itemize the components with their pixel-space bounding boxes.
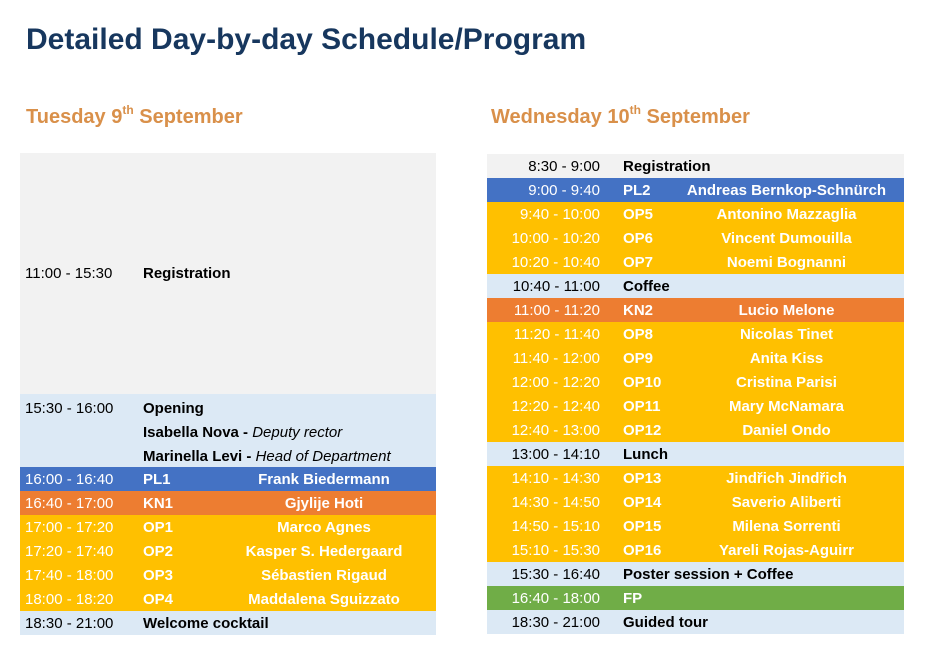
table-row (487, 466, 904, 490)
table-row (20, 611, 436, 635)
row-speaker: Marco Agnes (277, 518, 371, 536)
table-row (487, 562, 904, 586)
row-time: 9:40 - 10:00 (519, 205, 600, 223)
wednesday-heading (491, 103, 750, 131)
tuesday-heading-suffix: th (122, 103, 134, 118)
table-row (487, 538, 904, 562)
table-row (20, 394, 436, 467)
table-row (20, 587, 436, 611)
tuesday-schedule-table (20, 153, 436, 635)
row-label: Registration (143, 265, 231, 282)
row-speaker: Frank Biedermann (258, 470, 390, 488)
row-session-code: OP5 (623, 205, 654, 223)
row-speaker: Vincent Dumouilla (721, 229, 852, 247)
table-row (487, 490, 904, 514)
table-row (20, 563, 436, 587)
row-session-code: OP10 (623, 373, 662, 391)
row-time: 18:30 - 21:00 (25, 614, 114, 632)
table-row (20, 491, 436, 515)
row-session-code: OP14 (623, 493, 662, 511)
row-speaker: Gjylije Hoti (284, 494, 364, 512)
row-session-code: KN1 (143, 494, 174, 512)
tuesday-heading-date: Tuesday 9 (26, 106, 123, 128)
row-speaker: Maddalena Sguizzato (248, 590, 400, 608)
row-time: 15:30 - 16:00 (25, 399, 114, 417)
wednesday-heading-date: Wednesday 10 (491, 106, 630, 128)
row-time: 10:40 - 11:00 (512, 277, 600, 295)
row-session-code: OP16 (623, 541, 662, 559)
row-time: 15:10 - 15:30 (511, 541, 600, 559)
row-time: 17:20 - 17:40 (25, 542, 114, 560)
tuesday-heading (26, 103, 243, 131)
table-row (20, 153, 436, 394)
table-row (487, 298, 904, 322)
row-time: 12:40 - 13:00 (511, 421, 600, 439)
row-time: 13:00 - 14:10 (511, 445, 600, 463)
row-session-code: Registration (623, 157, 711, 175)
row-time: 11:00 - 15:30 (25, 265, 113, 282)
table-row (487, 418, 904, 442)
table-row (487, 322, 904, 346)
row-session-code: OP13 (623, 469, 662, 487)
row-session-code: OP12 (623, 421, 662, 439)
row-speaker: Yareli Rojas-Aguirr (718, 541, 855, 559)
row-session-code: OP1 (143, 518, 174, 536)
row-speaker: Nicolas Tinet (739, 325, 834, 343)
table-row (487, 346, 904, 370)
row-time: 11:00 - 11:20 (513, 301, 600, 319)
opening-speaker-1: Isabella Nova - Deputy rector (143, 423, 343, 441)
table-row (487, 370, 904, 394)
row-session-code: Lunch (623, 445, 668, 463)
tuesday-heading-month: September (133, 106, 243, 128)
table-row (20, 539, 436, 563)
row-time: 9:00 - 9:40 (528, 181, 600, 199)
row-speaker: Sébastien Rigaud (261, 566, 387, 584)
row-speaker: Jindřich Jindřich (726, 469, 847, 487)
row-session-code: OP9 (623, 349, 654, 367)
row-time: 17:40 - 18:00 (25, 566, 114, 584)
row-session-code: Poster session + Coffee (623, 565, 794, 583)
table-row (20, 515, 436, 539)
table-row (487, 442, 904, 466)
row-time: 15:30 - 16:40 (511, 565, 600, 583)
row-time: 14:30 - 14:50 (511, 493, 600, 511)
row-session-code: Coffee (623, 277, 670, 295)
row-time: 18:30 - 21:00 (511, 613, 600, 631)
row-speaker: Lucio Melone (738, 301, 835, 319)
row-time: 12:20 - 12:40 (511, 397, 600, 415)
row-speaker: Milena Sorrenti (732, 517, 841, 535)
row-time: 10:00 - 10:20 (511, 229, 600, 247)
row-speaker: Anita Kiss (749, 349, 824, 367)
table-row (487, 202, 904, 226)
row-session-code: OP15 (623, 517, 662, 535)
row-session-code: FP (623, 589, 643, 607)
wednesday-heading-suffix: th (629, 103, 641, 118)
row-time: 16:40 - 17:00 (25, 494, 114, 512)
table-row (487, 154, 904, 178)
row-session-code: OP6 (623, 229, 654, 247)
row-time: 14:50 - 15:10 (511, 517, 600, 535)
table-row (487, 586, 904, 610)
row-time: 14:10 - 14:30 (511, 469, 600, 487)
row-session-code: KN2 (623, 301, 654, 319)
table-row (487, 178, 904, 202)
row-session-code: OP2 (143, 542, 174, 560)
row-speaker: Antonino Mazzaglia (716, 205, 857, 223)
row-speaker: Saverio Aliberti (731, 493, 842, 511)
row-speaker: Daniel Ondo (742, 421, 831, 439)
row-speaker: Andreas Bernkop-Schnürch (686, 181, 887, 199)
row-time: 18:00 - 18:20 (25, 590, 114, 608)
table-row (20, 467, 436, 491)
row-time: 11:20 - 11:40 (513, 325, 600, 343)
table-row (487, 250, 904, 274)
wednesday-heading-month: September (640, 106, 750, 128)
row-time: 12:00 - 12:20 (511, 373, 600, 391)
row-label: Welcome cocktail (143, 614, 269, 632)
row-session-code: PL1 (143, 470, 171, 488)
row-session-code: OP4 (143, 590, 174, 608)
row-label: Opening (143, 399, 204, 417)
row-session-code: OP11 (623, 397, 661, 415)
row-time: 11:40 - 12:00 (512, 349, 600, 367)
opening-speaker-2: Marinella Levi - Head of Department (143, 447, 391, 465)
row-time: 8:30 - 9:00 (528, 157, 600, 175)
row-speaker: Kasper S. Hedergaard (245, 542, 403, 560)
table-row (487, 610, 904, 634)
table-row (487, 274, 904, 298)
row-time: 17:00 - 17:20 (25, 518, 114, 536)
row-time: 10:20 - 10:40 (511, 253, 600, 271)
row-time: 16:40 - 18:00 (511, 589, 600, 607)
row-session-code: OP3 (143, 566, 174, 584)
row-speaker: Mary McNamara (728, 397, 845, 415)
row-session-code: PL2 (623, 181, 651, 199)
row-session-code: OP7 (623, 253, 654, 271)
row-session-code: Guided tour (623, 613, 708, 631)
row-session-code: OP8 (623, 325, 654, 343)
row-speaker: Noemi Bognanni (726, 253, 847, 271)
table-row (487, 394, 904, 418)
table-row (487, 226, 904, 250)
table-row (487, 514, 904, 538)
row-time: 16:00 - 16:40 (25, 470, 114, 488)
row-speaker: Cristina Parisi (736, 373, 837, 391)
wednesday-schedule-table (487, 154, 904, 634)
page-title: Detailed Day-by-day Schedule/Program (26, 23, 587, 56)
